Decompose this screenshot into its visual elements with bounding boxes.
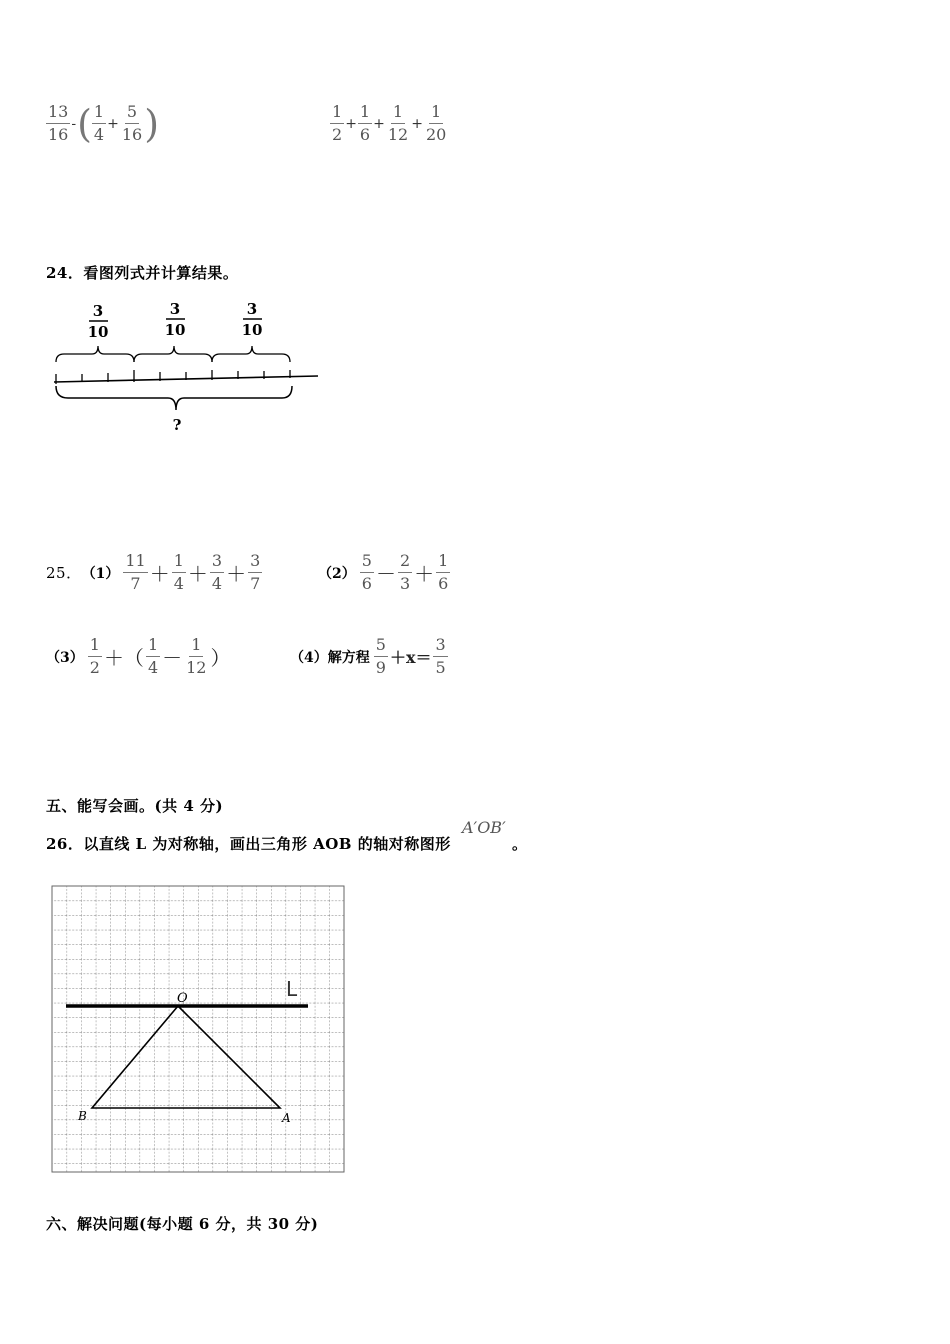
equation-middle: ＋x＝ — [389, 648, 432, 667]
minus-sign: － — [162, 646, 183, 670]
question-text: 26．以直线 L 为对称轴，画出三角形 AOB 的轴对称图形 — [46, 835, 451, 853]
fraction: $\frac{2}{3}$ — [399, 551, 411, 593]
svg-text:10: 10 — [241, 321, 263, 339]
math-a-prime-o-b-prime: A′OB′ — [462, 818, 506, 837]
number-line-diagram — [46, 298, 326, 438]
question-mark: ? — [172, 416, 182, 434]
question-25-part-3 — [46, 637, 232, 676]
segment-label-1 — [88, 302, 109, 341]
svg-text:3: 3 — [92, 302, 104, 320]
fraction: $\frac{1}{12}$ — [186, 635, 207, 677]
fraction: $\frac{1}{12}$ — [387, 102, 409, 144]
minus-sign: - — [71, 115, 77, 132]
plus-sign: ＋ — [187, 562, 208, 586]
fraction: $\frac{5}{16}$ — [121, 102, 143, 144]
question-25-part-2 — [318, 553, 450, 592]
fraction: $\frac{1}{2}$ — [89, 635, 100, 677]
top-brace-3 — [212, 346, 290, 362]
fraction: $\frac{3}{5}$ — [435, 635, 446, 677]
plus-sign: + — [107, 115, 119, 132]
fraction: $\frac{1}{20}$ — [425, 102, 447, 144]
close-paren: ） — [210, 646, 231, 670]
plus-sign: + — [345, 115, 357, 132]
question-26-end: 。 — [512, 835, 528, 853]
fraction: $\frac{1}{4}$ — [173, 551, 184, 593]
right-paren: ) — [144, 101, 160, 146]
plus-sign: ＋ — [149, 562, 170, 586]
part-label: （1） — [81, 565, 120, 582]
svg-text:10: 10 — [164, 321, 186, 339]
question-26 — [46, 833, 451, 854]
part-label: （3） — [46, 649, 84, 666]
fraction: $\frac{1}{2}$ — [332, 102, 343, 144]
label-A: A — [282, 1111, 291, 1125]
fraction: $\frac{3}{4}$ — [211, 551, 223, 593]
label-O: O — [177, 991, 188, 1006]
left-paren: ( — [77, 101, 92, 146]
section-6-title: 六、解决问题(每小题 6 分，共 30 分) — [46, 1215, 319, 1233]
fraction: $\frac{1}{4}$ — [147, 635, 159, 677]
fraction: $\frac{1}{4}$ — [93, 102, 105, 144]
top-brace-1 — [56, 346, 134, 362]
fraction: $\frac{11}{7}$ — [125, 551, 146, 593]
minus-sign: － — [375, 562, 396, 586]
svg-text:10: 10 — [87, 323, 109, 341]
expression-b — [330, 104, 448, 143]
question-24: 24．看图列式并计算结果。 — [46, 264, 239, 282]
question-25-part-4 — [290, 637, 448, 676]
plus-sign: + — [411, 115, 423, 132]
section-5-title: 五、能写会画。(共 4 分) — [46, 797, 224, 815]
grid-background — [52, 886, 344, 1172]
fraction: $\frac{1}{6}$ — [359, 102, 371, 144]
fraction: $\frac{5}{6}$ — [361, 551, 372, 593]
plus-sign: ＋ — [226, 562, 247, 586]
svg-text:3: 3 — [246, 300, 258, 318]
svg-text:3: 3 — [169, 300, 181, 318]
bottom-brace — [56, 386, 292, 410]
part-label: （4）解方程 — [290, 649, 370, 666]
plus-sign: + — [373, 115, 385, 132]
expression-a — [46, 101, 160, 146]
fraction: $\frac{5}{9}$ — [375, 635, 386, 677]
fraction: $\frac{3}{7}$ — [250, 551, 261, 593]
question-number: 25． — [46, 564, 82, 582]
fraction: $\frac{1}{6}$ — [438, 551, 449, 593]
part-label: （2） — [318, 565, 356, 582]
fraction: $\frac{13}{16}$ — [48, 102, 69, 144]
top-brace-2 — [134, 346, 212, 362]
question-25-part-1 — [46, 553, 262, 592]
label-L: L — [286, 977, 298, 1001]
segment-label-2 — [165, 300, 186, 339]
plus-open-paren: ＋（ — [103, 646, 144, 670]
grid-figure — [46, 880, 352, 1176]
segment-label-3 — [242, 300, 263, 339]
plus-sign: ＋ — [414, 562, 435, 586]
label-B: B — [78, 1109, 87, 1123]
